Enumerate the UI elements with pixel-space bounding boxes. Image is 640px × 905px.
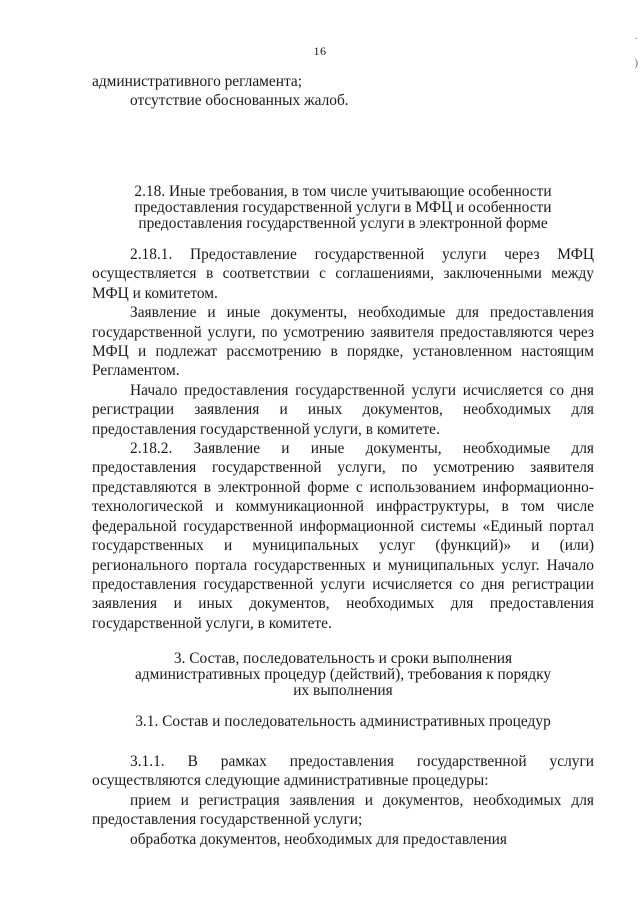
section-heading-3: 3. Состав, последовательность и сроки выполнения административных процедур (действий), требования к порядку их выполнения: [134, 650, 552, 699]
edge-artifact: ): [634, 58, 638, 69]
continued-line: административного регламента;: [92, 73, 303, 90]
section-3-1-body: [92, 752, 594, 849]
page-number: 16: [313, 44, 327, 58]
continued-line: отсутствие обоснованных жалоб.: [130, 92, 349, 110]
edge-artifact: ·: [634, 34, 638, 45]
paragraph: Заявление и иные документы, необходимые для предоставления государственной услуги, по усмотрению заявителя предоставляются через МФЦ и подлежат рассмотрению в порядке, установленном настоящим Регламентом.: [92, 304, 594, 380]
paragraph: 2.18.1. Предоставление государственной услуги через МФЦ осуществляется в соответствии с соглашениями, заключенными между МФЦ и комитетом.: [92, 246, 594, 302]
paragraph: 3.1.1. В рамках предоставления государственной услуги осуществляются следующие административные процедуры:: [92, 753, 594, 790]
paragraph: 2.18.2. Заявление и иные документы, необходимые для предоставления государственной услуги, по усмотрению заявителя представляются в электронной форме с использованием информационно-технологической и коммуникационной инфраструктуры, в том числе федеральной государственной информационной системы «Единый портал государственных и муниципальных услуг (функций)» и (или) регионального портала государственных и муниципальных услуг. Начало предоставления государственной услуги исчисляется со дня регистрации заявления и иных документов, необходимых для предоставления государственной услуги, в комитете.: [92, 440, 594, 632]
continued-text: [92, 72, 594, 111]
section-heading-2-18: 2.18. Иные требования, в том числе учитывающие особенности предоставления государственной услуги в МФЦ и особенности предоставления государственной услуги в электронной форме: [134, 183, 552, 232]
section-2-18-body: [92, 245, 594, 633]
section-heading-3-1: 3.1. Состав и последовательность административных процедур: [135, 713, 551, 730]
paragraph: Начало предоставления государственной услуги исчисляется со дня регистрации заявления и иных документов, необходимых для предоставления государственной услуги, в комитете.: [92, 381, 594, 438]
paragraph: прием и регистрация заявления и документов, необходимых для предоставления государственной услуги;: [92, 791, 594, 829]
paragraph: обработка документов, необходимых для предоставления: [130, 830, 507, 848]
